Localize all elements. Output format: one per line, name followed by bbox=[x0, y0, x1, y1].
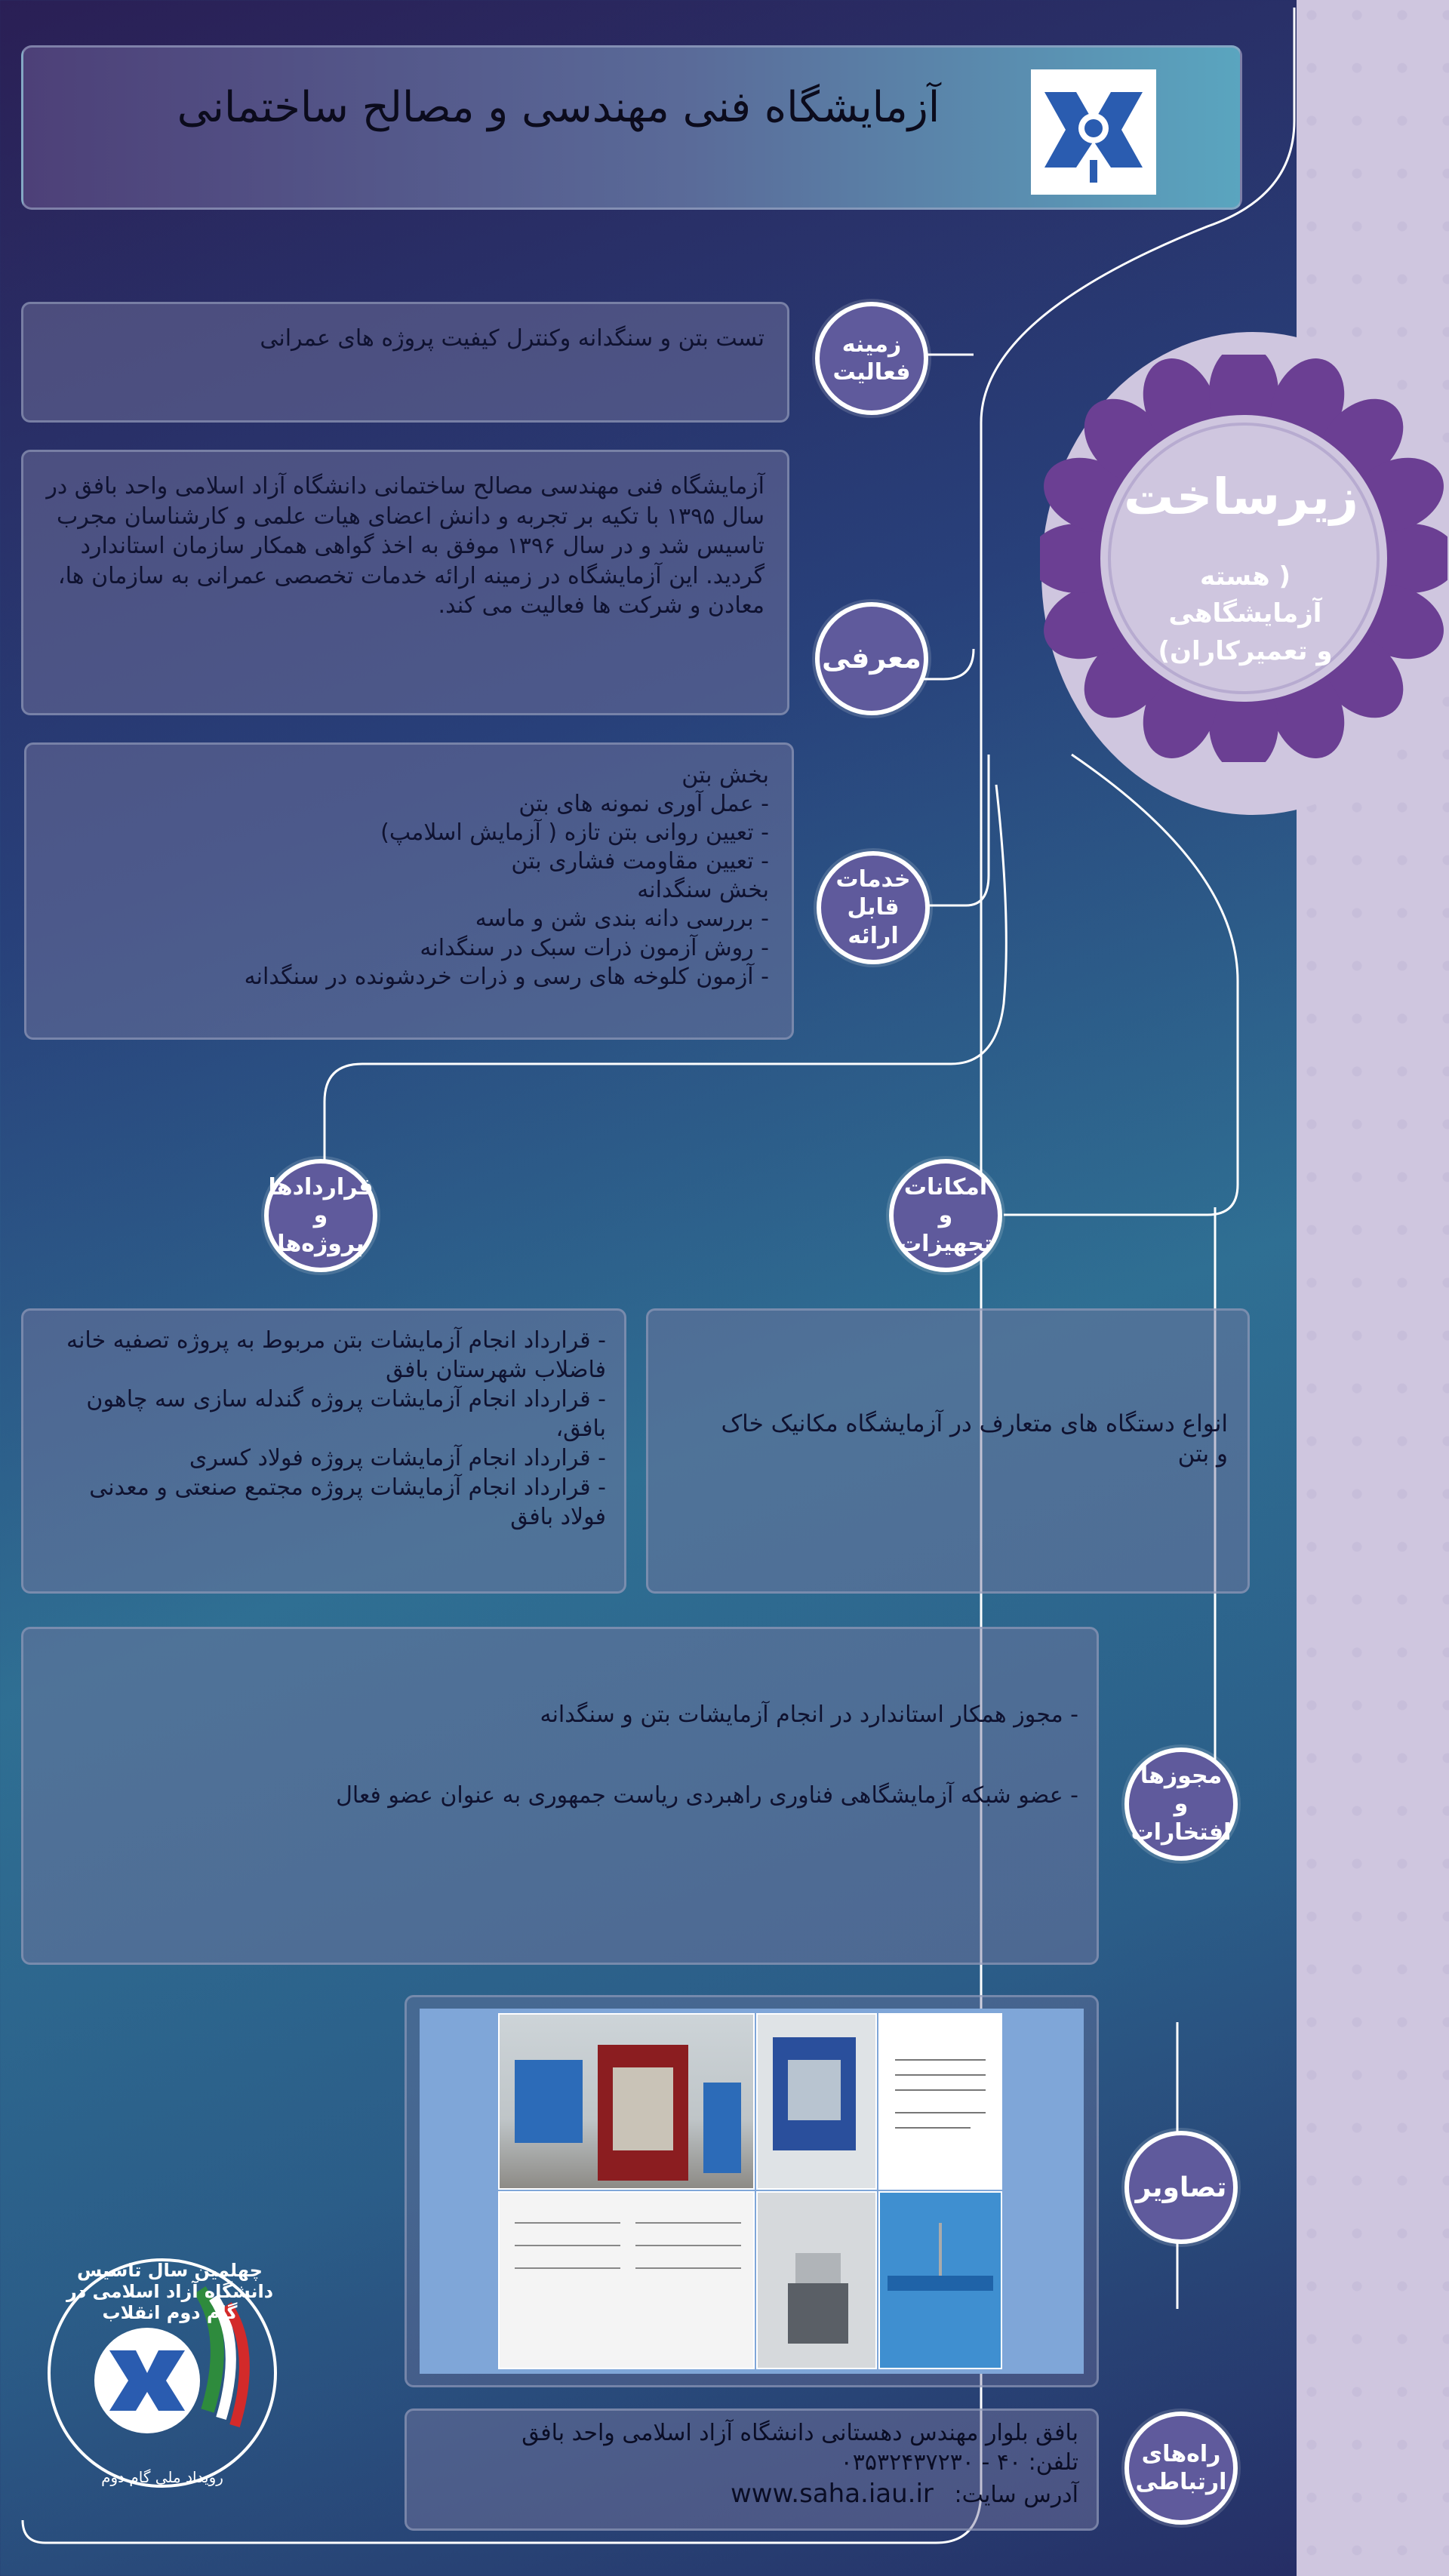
photo-documents bbox=[498, 2191, 755, 2369]
services-panel bbox=[24, 742, 794, 1040]
contact-label-2: ارتباطی bbox=[1135, 2469, 1227, 2495]
table-icon bbox=[880, 2193, 1001, 2368]
document-icon bbox=[500, 2193, 753, 2368]
university-logo bbox=[1031, 69, 1156, 195]
contracts-line: - قرارداد انجام آزمایشات پروژه گندله سازی سه چاهون بافق، bbox=[86, 1386, 606, 1442]
photo-test-table bbox=[878, 2191, 1002, 2369]
contact-site-row bbox=[425, 2477, 1078, 2510]
contracts-line: - قرارداد انجام آزمایشات بتن مربوط به پروژه تصفیه خانه فاضلاب شهرستان بافق bbox=[66, 1327, 606, 1383]
services-line: - تعیین روانی بتن تازه ( آزمایش اسلامپ) bbox=[380, 819, 769, 847]
machine-icon bbox=[500, 2015, 753, 2188]
seal-ring-text: چهلمین سال تاسیس دانشگاه آزاد اسلامی در گام دوم انقلاب bbox=[66, 2260, 274, 2323]
contact-label-circle bbox=[1124, 2412, 1238, 2525]
services-line: - بررسی دانه بندی شن و ماسه bbox=[475, 905, 769, 933]
press-icon bbox=[758, 2015, 875, 2188]
contact-address: بافق بلوار مهندس دهستانی دانشگاه آزاد اسلامی واحد بافق bbox=[521, 2420, 1078, 2446]
services-label-1: خدمات bbox=[835, 865, 911, 893]
field-label-2: فعالیت bbox=[832, 359, 911, 386]
sieve-icon bbox=[758, 2193, 875, 2368]
equipment-panel bbox=[646, 1308, 1250, 1594]
contracts-line: - قرارداد انجام آزمایشات پروژه مجتمع صنعتی و معدنی فولاد بافق bbox=[89, 1474, 606, 1530]
licenses-line: - عضو شبکه آزمایشگاهی فناوری راهبردی ریاست جمهوری به عنوان عضو فعال bbox=[336, 1782, 1078, 1809]
services-line: - عمل آوری نمونه های بتن bbox=[518, 791, 769, 818]
intro-label-circle bbox=[815, 602, 928, 715]
services-label-2: قابل ارائه bbox=[847, 894, 900, 949]
services-line: - آزمون کلوخه های رسی و ذرات خردشونده در سنگدانه bbox=[244, 963, 769, 990]
licenses-label-1: مجوزها bbox=[1140, 1762, 1223, 1789]
badge-subtitle bbox=[1124, 558, 1366, 670]
photo-press bbox=[756, 2013, 877, 2190]
badge-title: زیرساخت bbox=[1124, 468, 1358, 526]
contact-label-1: راه‌های bbox=[1141, 2440, 1221, 2467]
licenses-label-2: و افتخارات bbox=[1131, 1791, 1232, 1846]
intro-text: آزمایشگاه فنی مهندسی مصالح ساختمانی دانشگاه آزاد اسلامی واحد بافق در سال ۱۳۹۵ با تکیه بر تجربه و دانش اعضای هیات علمی و کارشناسان مجرب تاسیس شد و در سال ۱۳۹۶ موفق به اخذ گواهی همکار سازمان استاندارد گردید. این آزمایشگاه در زمینه ارائه خدمات تخصصی عمرانی به سازمان ها، معادن و شرکت ها فعالیت می کند. bbox=[46, 473, 764, 619]
university-emblem-icon bbox=[1031, 69, 1156, 195]
contact-phone: تلفن: ۴۰ - ۰۳۵۳۲۴۳۷۲۳۰ bbox=[840, 2449, 1078, 2476]
badge-subtitle-line1: ( هسته آزمایشگاهی bbox=[1168, 561, 1322, 629]
anniversary-seal bbox=[42, 2245, 291, 2509]
services-label-circle bbox=[817, 851, 930, 964]
services-line: بخش بتن bbox=[681, 762, 769, 788]
contracts-label-circle bbox=[264, 1159, 377, 1272]
equipment-label-circle bbox=[889, 1159, 1002, 1272]
services-line: - روش آزمون ذرات سبک در سنگدانه bbox=[420, 934, 769, 961]
licenses-line: - مجوز همکار استاندارد در انجام آزمایشات بتن و سنگدانه bbox=[540, 1701, 1078, 1728]
equipment-label-2: تجهیزات bbox=[898, 1230, 993, 1257]
photo-sieve-shaker bbox=[756, 2191, 877, 2369]
seal-motto: رویداد ملی گام دوم bbox=[101, 2468, 223, 2486]
contracts-label-1: قراردادها و bbox=[268, 1173, 374, 1229]
images-label: تصاویر bbox=[1135, 2172, 1227, 2203]
licenses-label-circle bbox=[1124, 1748, 1238, 1861]
field-label-1: زمینه bbox=[841, 330, 902, 358]
services-line: بخش سنگدانه bbox=[637, 877, 769, 904]
equipment-text: انواع دستگاه های متعارف در آزمایشگاه مکانیک خاک و بتن bbox=[721, 1410, 1228, 1468]
page-title: آزمایشگاه فنی مهندسی و مصالح ساختمانی bbox=[177, 83, 940, 132]
intro-panel bbox=[21, 450, 789, 715]
photo-certificate bbox=[878, 2013, 1002, 2190]
contact-site-link[interactable]: www.saha.iau.ir bbox=[731, 2479, 934, 2509]
badge-subtitle-line2: و تعمیرکاران) bbox=[1158, 635, 1333, 666]
contracts-panel bbox=[21, 1308, 626, 1594]
services-line: - تعیین مقاومت فشاری بتن bbox=[511, 848, 769, 875]
field-panel bbox=[21, 302, 789, 423]
photo-hydraulic-machines bbox=[498, 2013, 755, 2190]
images-label-circle bbox=[1124, 2131, 1238, 2244]
document-icon bbox=[880, 2015, 1001, 2188]
intro-label: معرفی bbox=[822, 641, 921, 675]
licenses-panel bbox=[21, 1627, 1099, 1965]
field-text: تست بتن و سنگدانه وکنترل کیفیت پروژه های عمرانی bbox=[260, 325, 764, 352]
contact-panel bbox=[405, 2408, 1099, 2531]
contracts-label-2: پروژه‌ها bbox=[277, 1230, 365, 1257]
field-label-circle bbox=[815, 302, 928, 415]
photo-gallery bbox=[420, 2009, 1084, 2374]
equipment-label-1: امکانات و bbox=[903, 1173, 988, 1229]
contracts-line: - قرارداد انجام آزمایشات پروژه فولاد کسری bbox=[189, 1445, 606, 1471]
contact-site-label: آدرس سایت: bbox=[954, 2482, 1078, 2508]
